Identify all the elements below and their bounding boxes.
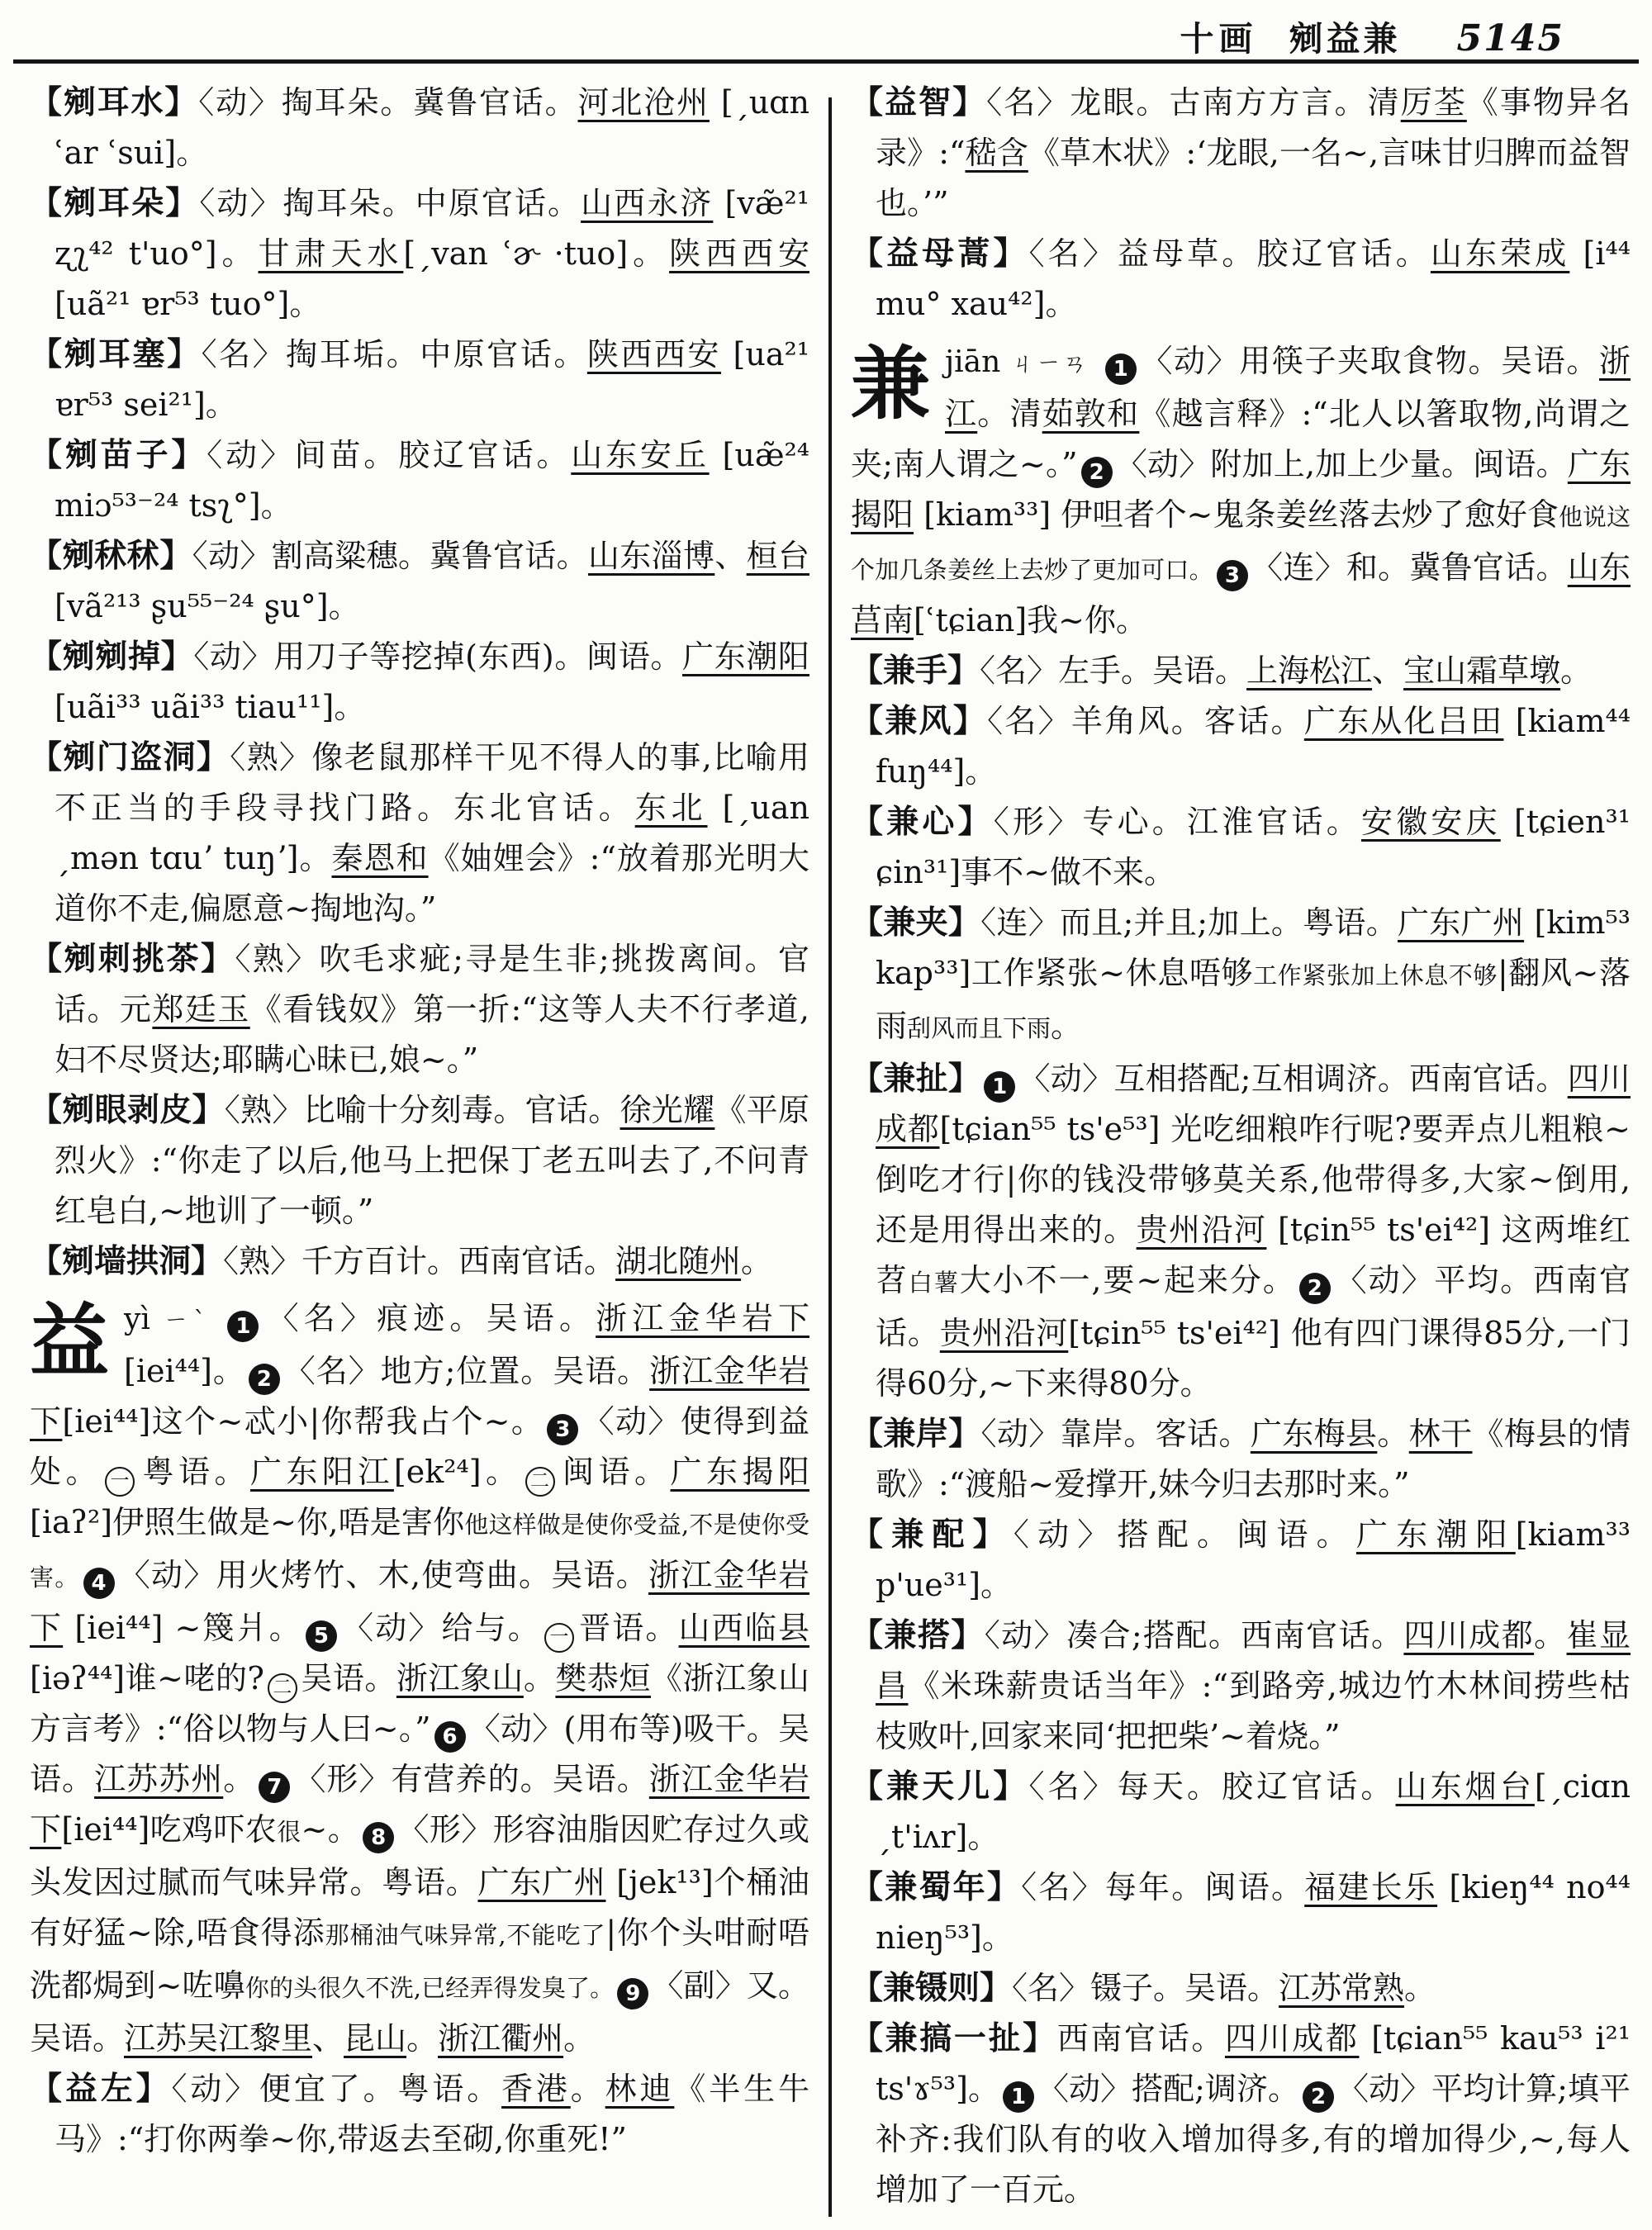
sense-number: 3 bbox=[547, 1414, 578, 1445]
proper-noun: 四川成都 bbox=[1224, 2020, 1360, 2057]
pinyin: jiān bbox=[945, 345, 1001, 379]
right-column bbox=[851, 78, 1631, 2215]
proper-noun: 江苏常熟 bbox=[1279, 1970, 1405, 2006]
proper-noun: 山东烟台 bbox=[1395, 1768, 1535, 1805]
headword: 【兼搭】 bbox=[851, 1617, 985, 1654]
proper-noun: 崔显昌 bbox=[876, 1617, 1631, 1704]
headword: 【益母蒿】 bbox=[851, 235, 1029, 273]
proper-noun: 徐光耀 bbox=[620, 1092, 715, 1128]
subsense-number: 二 bbox=[525, 1467, 555, 1497]
proper-noun: 贵州沿河 bbox=[939, 1315, 1069, 1351]
headword: 【兼手】 bbox=[851, 652, 980, 690]
headword: 【剜眼剥皮】 bbox=[30, 1092, 225, 1129]
word-entry: 【益智】〈名〉龙眼。古南方方言。清厉荃《事物异名录》:“嵇含《草木状》:‘龙眼,一名~,言味甘归脾而益智也。’” bbox=[851, 84, 1631, 221]
sense-number: 7 bbox=[259, 1772, 290, 1803]
inline-gloss: 工作紧张加上休息不够 bbox=[1253, 961, 1498, 989]
headword: 【益左】 bbox=[30, 2071, 172, 2108]
word-entry: 【剜苗子】〈动〉间苗。胶辽官话。山东安丘 [uæ̃²⁴ miɔ⁵³⁻²⁴ tsʅ°]。 bbox=[30, 437, 809, 524]
proper-noun: 郑廷玉 bbox=[152, 991, 250, 1027]
left-column bbox=[30, 78, 809, 2215]
proper-noun: 浙江金华岩下 bbox=[30, 1557, 809, 1646]
proper-noun: 山东淄博 bbox=[587, 538, 715, 574]
big-headword: 兼 bbox=[851, 337, 930, 430]
proper-noun: 广东揭阳 bbox=[670, 1454, 809, 1490]
proper-noun: 安徽安庆 bbox=[1360, 804, 1501, 840]
proper-noun: 林迪 bbox=[605, 2071, 675, 2107]
word-entry: 【益母蒿】〈名〉益母草。胶辽官话。山东荣成 [i⁴⁴ mu° xau⁴²]。 bbox=[851, 235, 1631, 322]
headword: 【兼心】 bbox=[851, 804, 994, 841]
proper-noun: 福建长乐 bbox=[1304, 1869, 1438, 1905]
guide-characters: 剜益兼 bbox=[1289, 19, 1401, 59]
proper-noun: 林干 bbox=[1408, 1416, 1473, 1452]
proper-noun: 厉荃 bbox=[1400, 84, 1467, 121]
sense-number: 5 bbox=[306, 1620, 337, 1652]
proper-noun: 山西永济 bbox=[581, 185, 714, 221]
subsense-number: 二 bbox=[268, 1673, 297, 1703]
word-entry: 【兼天儿】〈名〉每天。胶辽官话。山东烟台[ˏciɑn ˏt'iʌr]。 bbox=[851, 1768, 1631, 1855]
headword: 【兼配】 bbox=[851, 1516, 1014, 1554]
word-entry: 【兼夹】〈连〉而且;并且;加上。粤语。广东广州 [kim⁵³ kap³³]工作紧张~休息唔够工作紧张加上休息不够|翻风~落雨刮风而且下雨。 bbox=[851, 904, 1631, 1044]
sense-number: 2 bbox=[1303, 2081, 1334, 2113]
headword: 【兼搞一扯】 bbox=[851, 2020, 1057, 2057]
proper-noun: 四川成都 bbox=[1403, 1617, 1535, 1654]
character-entry: 益yì ㄧˋ 1 〈名〉痕迹。吴语。浙江金华岩下 [iei⁴⁴]。 2 〈名〉地方;位置。吴语。浙江金华岩下[iei⁴⁴]这个~忒小|你帮我占个~。 3 〈动〉使得到益处。 一 粤语。广东阳江[ek²⁴]。 二 闽语。广东揭阳 [iaʔ²]伊照生做是~你,唔是害你他这样做是使你受益,不是使你受害。 4 〈动〉用火烤竹、木,使弯曲。吴语。浙江金华岩下 [iei⁴⁴] ~篾爿。 5 〈动〉给与。 一 晋语。山西临县 [iəʔ⁴⁴]谁~咾的? 二 吴语。浙江象山。樊恭烜《浙江象山方言考》:“俗以物与人曰~。” 6 〈动〉(用布等)吸干。吴语。江苏苏州。 7 〈形〉有营养的。吴语。浙江金华岩下[iei⁴⁴]吃鸡吓农很~。 8 〈形〉形容油脂因贮存过久或头发因过腻而气味异常。粤语。广东广州 [jek¹³]个桶油有好猛~除,唔食得添那桶油气味异常,不能吃了|你个头咁耐唔洗都焗到~咗嚊你的头很久不洗,已经弄得发臭了。 9 〈副〉又。吴语。江苏吴江黎里、昆山。浙江衢州。 bbox=[30, 1294, 810, 2057]
proper-noun: 河北沧州 bbox=[577, 84, 710, 121]
sense-number: 4 bbox=[83, 1568, 115, 1599]
word-entry: 【剜眼剥皮】〈熟〉比喻十分刻毒。官话。徐光耀《平原烈火》:“你走了以后,他马上把保丁老五叫去了,不问青红皂白,~地训了一顿。” bbox=[30, 1092, 809, 1229]
inline-gloss: 你的头很久不洗,已经弄得发臭了。 bbox=[244, 1974, 615, 2002]
proper-noun: 香港 bbox=[501, 2071, 571, 2107]
headword: 【兼夹】 bbox=[851, 904, 981, 942]
headword: 【剜耳塞】 bbox=[30, 336, 202, 373]
headword: 【益智】 bbox=[851, 84, 987, 121]
word-entry: 【兼镊则】〈名〉镊子。吴语。江苏常熟。 bbox=[851, 1970, 1436, 2007]
proper-noun: 宝山霜草墩 bbox=[1403, 652, 1561, 689]
headword: 【兼扯】 bbox=[851, 1060, 981, 1098]
proper-noun: 浙江金华岩下 bbox=[596, 1300, 809, 1336]
proper-noun: 上海松江 bbox=[1246, 652, 1373, 689]
word-entry: 【兼蜀年】〈名〉每年。闽语。福建长乐 [kieŋ⁴⁴ no⁴⁴ nieŋ⁵³]。 bbox=[851, 1869, 1631, 1956]
inline-gloss: 他说这个加几条姜丝上去炒了更加可口。 bbox=[851, 503, 1631, 584]
proper-noun: 山东荣成 bbox=[1430, 235, 1570, 272]
proper-noun: 浙江金华岩下 bbox=[30, 1353, 809, 1440]
word-entry: 【兼风】〈名〉羊角风。客话。广东从化吕田 [kiam⁴⁴ fuŋ⁴⁴]。 bbox=[851, 703, 1631, 790]
proper-noun: 江苏吴江黎里 bbox=[124, 2020, 313, 2057]
character-entry: 兼jiān ㄐㄧㄢ 1 〈动〉用筷子夹取食物。吴语。浙江。清茹敦和《越言释》:“北人以箸取物,尚谓之夹;南人谓之~。” 2 〈动〉附加上,加上少量。闽语。广东揭阳 [kiam³³] 伊呾者个~鬼条姜丝落去炒了愈好食他说这个加几条姜丝上去炒了更加可口。 3 〈连〉和。冀鲁官话。山东莒南[ʿtɕian]我~你。 bbox=[851, 337, 1631, 638]
word-entry: 【兼心】〈形〉专心。江淮官话。安徽安庆 [tɕien³¹ ɕin³¹]事不~做不来。 bbox=[851, 804, 1631, 890]
proper-noun: 陕西西安 bbox=[586, 336, 721, 372]
proper-noun: 广东从化吕田 bbox=[1303, 703, 1504, 739]
proper-noun: 广东广州 bbox=[477, 1864, 606, 1900]
headword: 【剜耳朵】 bbox=[30, 185, 200, 222]
proper-noun: 山西临县 bbox=[678, 1610, 809, 1646]
proper-noun: 秦恩和 bbox=[331, 840, 429, 876]
headword: 【剜门盗洞】 bbox=[30, 739, 230, 776]
inline-gloss: 刮风而且下雨 bbox=[907, 1014, 1051, 1042]
sense-number: 1 bbox=[227, 1311, 259, 1342]
sense-number: 6 bbox=[434, 1721, 466, 1753]
header-rule bbox=[13, 59, 1639, 64]
text-body bbox=[30, 78, 1631, 2215]
big-headword: 益 bbox=[30, 1294, 109, 1388]
headword: 【兼天儿】 bbox=[851, 1768, 1029, 1805]
zhuyin: ㄧˋ bbox=[158, 1307, 211, 1336]
sense-number: 2 bbox=[249, 1364, 280, 1395]
headword: 【兼岸】 bbox=[851, 1416, 981, 1453]
proper-noun: 广东梅县 bbox=[1250, 1416, 1378, 1452]
proper-noun: 甘肃天水 bbox=[258, 235, 404, 272]
zhuyin: ㄐㄧㄢ bbox=[1009, 349, 1089, 378]
headword: 【剜耳水】 bbox=[30, 84, 199, 121]
word-entry: 【剜墙拱洞】〈熟〉千方百计。西南官话。湖北随州。 bbox=[30, 1243, 773, 1280]
word-entry: 【剜秫秫】〈动〉割高粱穗。冀鲁官话。山东淄博、桓台 [vã²¹³ ʂu⁵⁵⁻²⁴ ʂu°]。 bbox=[30, 538, 809, 624]
word-entry: 【剜刺挑茶】〈熟〉吹毛求疵;寻是生非;挑拨离间。官话。元郑廷玉《看钱奴》第一折:“这等人夫不行孝道,妇不尽贤达;耶瞒心昧已,娘~。” bbox=[30, 941, 809, 1078]
word-entry: 【兼扯】 1 〈动〉互相搭配;互相调济。西南官话。四川成都[tɕian⁵⁵ ts'e⁵³] 光吃细粮咋行呢?要弄点儿粗粮~倒吃才行|你的钱没带够莫关系,他带得多,大家~倒用,还是用得出来的。贵州沿河 [tɕin⁵⁵ ts'ei⁴²] 这两堆红苕白薯大小不一,要~起来分。 2 〈动〉平均。西南官话。贵州沿河[tɕin⁵⁵ ts'ei⁴²] 他有四门课得85分,一门得60分,~下来得80分。 bbox=[851, 1060, 1631, 1402]
headword: 【剜墙拱洞】 bbox=[30, 1243, 224, 1280]
inline-gloss: 他这样做是使你受益,不是使你受害。 bbox=[30, 1511, 809, 1592]
proper-noun: 广东揭阳 bbox=[851, 446, 1631, 533]
proper-noun: 湖北随州 bbox=[615, 1243, 742, 1279]
page-number: 5145 bbox=[1456, 17, 1564, 59]
word-entry: 【剜耳水】〈动〉掏耳朵。冀鲁官话。河北沧州 [ˏuɑn ʿar ʿsui]。 bbox=[30, 84, 809, 171]
sense-number: 2 bbox=[1081, 457, 1113, 488]
headword: 【剜秫秫】 bbox=[30, 538, 192, 575]
proper-noun: 昆山 bbox=[344, 2020, 407, 2057]
sense-number: 1 bbox=[1105, 353, 1137, 385]
proper-noun: 山东莒南 bbox=[851, 549, 1631, 638]
proper-noun: 广东广州 bbox=[1397, 904, 1525, 941]
proper-noun: 贵州沿河 bbox=[1136, 1212, 1267, 1248]
proper-noun: 浙江 bbox=[945, 343, 1631, 432]
headword: 【兼风】 bbox=[851, 703, 988, 740]
word-entry: 【兼岸】〈动〉靠岸。客话。广东梅县。林干《梅县的情歌》:“渡船~爱撑开,妹今归去那时来。” bbox=[851, 1416, 1631, 1502]
stroke-section-label: 十画 bbox=[1180, 19, 1258, 59]
inline-gloss: 那桶油气味异常,不能吃了 bbox=[325, 1921, 606, 1949]
proper-noun: 浙江衢州 bbox=[438, 2020, 564, 2057]
word-entry: 【剜耳塞】〈名〉掏耳垢。中原官话。陕西西安 [ua²¹ ɐr⁵³ sei²¹]。 bbox=[30, 336, 809, 423]
inline-gloss: 很 bbox=[277, 1818, 301, 1846]
word-entry: 【兼配】〈动〉搭配。闽语。广东潮阳[kiam³³ p'ue³¹]。 bbox=[851, 1516, 1631, 1603]
subsense-number: 一 bbox=[105, 1467, 135, 1497]
word-entry: 【剜门盗洞】〈熟〉像老鼠那样干见不得人的事,比喻用不正当的手段寻找门路。东北官话。东北 [ˏuan ˏmən tɑuʼ tuŋʼ]。秦恩和《妯娌会》:“放着那光明大道你不走,偏愿意~掏地沟。” bbox=[30, 739, 809, 927]
word-entry: 【剜耳朵】〈动〉掏耳朵。中原官话。山西永济 [væ̃²¹ ʐʅ⁴² t'uo°]。甘肃天水[ˏvan ʿɚ ·tuo]。陕西西安 [uã²¹ ɐr⁵³ tuo°]。 bbox=[30, 185, 809, 322]
headword: 【剜刺挑茶】 bbox=[30, 941, 235, 978]
sense-number: 1 bbox=[984, 1071, 1015, 1103]
proper-noun: 广东潮阳 bbox=[682, 638, 809, 675]
word-entry: 【剜剜掉】〈动〉用刀子等挖掉(东西)。闽语。广东潮阳[uãi³³ uãi³³ tiau¹¹]。 bbox=[30, 638, 809, 725]
word-entry: 【兼搞一扯】西南官话。四川成都 [tɕian⁵⁵ kau⁵³ i²¹ ts'ɤ⁵³]。 1 〈动〉搭配;调济。 2 〈动〉平均计算;填平补齐:我们队有的收入增加得多,有的增加得少,~,每人增加了一百元。 bbox=[851, 2020, 1631, 2208]
proper-noun: 浙江象山 bbox=[396, 1660, 524, 1696]
inline-gloss: 白薯 bbox=[908, 1269, 960, 1297]
proper-noun: 嵇含 bbox=[965, 135, 1028, 171]
running-head bbox=[1180, 12, 1564, 60]
proper-noun: 茹敦和 bbox=[1042, 396, 1140, 432]
proper-noun: 樊恭烜 bbox=[555, 1660, 651, 1696]
proper-noun: 江苏苏州 bbox=[94, 1761, 224, 1797]
sense-number: 9 bbox=[617, 1978, 648, 2009]
proper-noun: 东北 bbox=[634, 790, 708, 826]
proper-noun: 广东潮阳 bbox=[1355, 1516, 1516, 1553]
proper-noun: 桓台 bbox=[746, 538, 809, 574]
headword: 【兼镊则】 bbox=[851, 1970, 1013, 2007]
word-entry: 【兼搭】〈动〉凑合;搭配。西南官话。四川成都。崔显昌《米珠薪贵话当年》:“到路旁,城边竹木林间捞些枯枝败叶,回家来同‘把把柴’~着烧。” bbox=[851, 1617, 1631, 1754]
proper-noun: 山东安丘 bbox=[571, 437, 710, 473]
sense-number: 1 bbox=[1003, 2081, 1034, 2113]
proper-noun: 陕西西安 bbox=[669, 235, 809, 272]
word-entry: 【益左】〈动〉便宜了。粤语。香港。林迪《半生牛马》:“打你两拳~你,带返去至砌,你重死!” bbox=[30, 2071, 809, 2157]
sense-number: 2 bbox=[1299, 1273, 1331, 1304]
proper-noun: 四川成都 bbox=[876, 1060, 1631, 1147]
pinyin: yì bbox=[124, 1302, 150, 1336]
proper-noun: 广东阳江 bbox=[249, 1454, 394, 1490]
headword: 【剜剜掉】 bbox=[30, 638, 194, 676]
subsense-number: 一 bbox=[544, 1623, 574, 1653]
proper-noun: 浙江金华岩下 bbox=[30, 1761, 809, 1848]
word-entry: 【兼手】〈名〉左手。吴语。上海松江、宝山霜草墩。 bbox=[851, 652, 1593, 690]
sense-number: 8 bbox=[363, 1822, 394, 1853]
sense-number: 3 bbox=[1217, 560, 1248, 591]
headword: 【剜苗子】 bbox=[30, 437, 207, 474]
headword: 【兼蜀年】 bbox=[851, 1869, 1022, 1906]
